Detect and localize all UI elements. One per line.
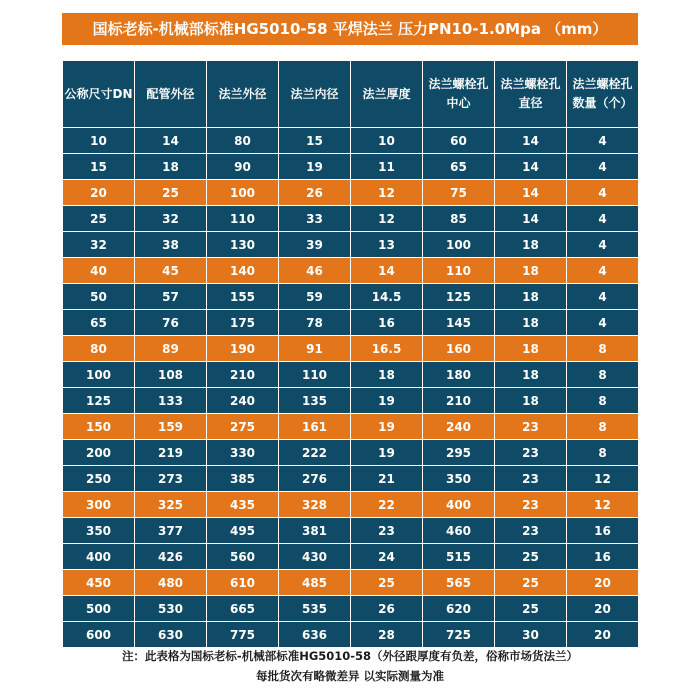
table-cell: 725: [423, 622, 495, 648]
table-cell: 400: [423, 492, 495, 518]
table-cell: 535: [279, 596, 351, 622]
table-cell: 23: [495, 492, 567, 518]
table-cell: 28: [351, 622, 423, 648]
table-cell: 8: [567, 336, 639, 362]
table-cell: 78: [279, 310, 351, 336]
table-cell: 15: [279, 128, 351, 154]
table-cell: 460: [423, 518, 495, 544]
table-cell: 23: [495, 414, 567, 440]
table-cell: 24: [351, 544, 423, 570]
table-cell: 4: [567, 284, 639, 310]
table-cell: 65: [423, 154, 495, 180]
table-cell: 175: [207, 310, 279, 336]
table-row: [63, 388, 639, 414]
table-body: [63, 128, 639, 648]
table-cell: 125: [63, 388, 135, 414]
table-cell: 273: [135, 466, 207, 492]
table-cell: 59: [279, 284, 351, 310]
table-cell: 23: [351, 518, 423, 544]
table-cell: 18: [495, 232, 567, 258]
table-cell: 19: [351, 440, 423, 466]
table-cell: 775: [207, 622, 279, 648]
table-row: [63, 570, 639, 596]
table-cell: 620: [423, 596, 495, 622]
table-header-row: [63, 61, 639, 128]
table-cell: 32: [135, 206, 207, 232]
table-cell: 23: [495, 466, 567, 492]
table-cell: 8: [567, 414, 639, 440]
header-pipe-od: 配管外径: [135, 61, 207, 128]
table-cell: 20: [567, 570, 639, 596]
table-row: [63, 232, 639, 258]
table-cell: 75: [423, 180, 495, 206]
footnote-line-2: 每批货次有略微差异 以实际测量为准: [255, 669, 444, 683]
table-cell: 33: [279, 206, 351, 232]
table-cell: 11: [351, 154, 423, 180]
header-flange-thickness: 法兰厚度: [351, 61, 423, 128]
table-cell: 16: [567, 518, 639, 544]
table-cell: 26: [279, 180, 351, 206]
table-cell: 222: [279, 440, 351, 466]
table-cell: 20: [567, 596, 639, 622]
table-cell: 80: [207, 128, 279, 154]
table-cell: 45: [135, 258, 207, 284]
table-cell: 133: [135, 388, 207, 414]
table-cell: 12: [351, 206, 423, 232]
table-cell: 381: [279, 518, 351, 544]
table-cell: 500: [63, 596, 135, 622]
table-cell: 480: [135, 570, 207, 596]
table-cell: 25: [63, 206, 135, 232]
table-cell: 515: [423, 544, 495, 570]
table-row: [63, 206, 639, 232]
table-cell: 14: [351, 258, 423, 284]
table-row: [63, 544, 639, 570]
table-row: [63, 492, 639, 518]
table-cell: 610: [207, 570, 279, 596]
table-cell: 4: [567, 310, 639, 336]
table-cell: 4: [567, 232, 639, 258]
table-cell: 60: [423, 128, 495, 154]
table-cell: 18: [495, 284, 567, 310]
table-cell: 38: [135, 232, 207, 258]
table-cell: 350: [423, 466, 495, 492]
table-cell: 300: [63, 492, 135, 518]
table-cell: 240: [423, 414, 495, 440]
header-nominal-size: 公称尺寸DN: [63, 61, 135, 128]
table-cell: 276: [279, 466, 351, 492]
table-cell: 159: [135, 414, 207, 440]
table-cell: 12: [567, 492, 639, 518]
table-cell: 20: [63, 180, 135, 206]
header-flange-od: 法兰外径: [207, 61, 279, 128]
table-cell: 100: [423, 232, 495, 258]
table-cell: 665: [207, 596, 279, 622]
table-cell: 19: [351, 414, 423, 440]
table-row: [63, 154, 639, 180]
table-cell: 4: [567, 128, 639, 154]
table-row: [63, 414, 639, 440]
table-cell: 10: [351, 128, 423, 154]
table-row: [63, 362, 639, 388]
table-cell: 400: [63, 544, 135, 570]
table-cell: 161: [279, 414, 351, 440]
table-cell: 65: [63, 310, 135, 336]
table-cell: 130: [207, 232, 279, 258]
table-cell: 636: [279, 622, 351, 648]
table-cell: 19: [279, 154, 351, 180]
table-cell: 150: [63, 414, 135, 440]
table-cell: 16.5: [351, 336, 423, 362]
table-cell: 25: [495, 544, 567, 570]
table-cell: 600: [63, 622, 135, 648]
table-cell: 377: [135, 518, 207, 544]
table-cell: 495: [207, 518, 279, 544]
table-cell: 14.5: [351, 284, 423, 310]
table-cell: 14: [495, 154, 567, 180]
table-cell: 435: [207, 492, 279, 518]
table-cell: 110: [207, 206, 279, 232]
table-cell: 4: [567, 206, 639, 232]
table-row: [63, 284, 639, 310]
table-cell: 4: [567, 258, 639, 284]
table-cell: 14: [495, 180, 567, 206]
table-cell: 565: [423, 570, 495, 596]
table-cell: 145: [423, 310, 495, 336]
table-cell: 630: [135, 622, 207, 648]
table-cell: 385: [207, 466, 279, 492]
table-row: [63, 336, 639, 362]
table-cell: 89: [135, 336, 207, 362]
table-row: [63, 518, 639, 544]
table-cell: 8: [567, 388, 639, 414]
table-cell: 155: [207, 284, 279, 310]
table-cell: 16: [351, 310, 423, 336]
table-cell: 8: [567, 440, 639, 466]
table-cell: 22: [351, 492, 423, 518]
table-cell: 140: [207, 258, 279, 284]
table-cell: 25: [495, 570, 567, 596]
table-cell: 30: [495, 622, 567, 648]
table-cell: 250: [63, 466, 135, 492]
header-flange-id: 法兰内径: [279, 61, 351, 128]
table-cell: 91: [279, 336, 351, 362]
table-cell: 14: [495, 128, 567, 154]
table-cell: 200: [63, 440, 135, 466]
table-cell: 76: [135, 310, 207, 336]
table-cell: 25: [495, 596, 567, 622]
table-cell: 125: [423, 284, 495, 310]
table-cell: 100: [63, 362, 135, 388]
table-cell: 8: [567, 362, 639, 388]
table-cell: 426: [135, 544, 207, 570]
table-cell: 330: [207, 440, 279, 466]
header-bolt-hole-count: 法兰螺栓孔数量（个）: [567, 61, 639, 128]
table-cell: 32: [63, 232, 135, 258]
table-cell: 80: [63, 336, 135, 362]
page-title: 国标老标-机械部标准HG5010-58 平焊法兰 压力PN10-1.0Mpa （mm）: [62, 13, 638, 45]
table-cell: 560: [207, 544, 279, 570]
table-cell: 110: [279, 362, 351, 388]
table-cell: 18: [495, 362, 567, 388]
table-cell: 240: [207, 388, 279, 414]
table-row: [63, 596, 639, 622]
table-cell: 450: [63, 570, 135, 596]
table-cell: 325: [135, 492, 207, 518]
table-cell: 39: [279, 232, 351, 258]
table-cell: 4: [567, 180, 639, 206]
table-cell: 90: [207, 154, 279, 180]
table-cell: 16: [567, 544, 639, 570]
table-cell: 46: [279, 258, 351, 284]
table-cell: 85: [423, 206, 495, 232]
table-cell: 12: [567, 466, 639, 492]
table-cell: 4: [567, 154, 639, 180]
table-cell: 20: [567, 622, 639, 648]
table-cell: 350: [63, 518, 135, 544]
table-cell: 14: [495, 206, 567, 232]
header-bolt-hole-diameter: 法兰螺栓孔直径: [495, 61, 567, 128]
table-cell: 110: [423, 258, 495, 284]
table-cell: 180: [423, 362, 495, 388]
table-cell: 23: [495, 440, 567, 466]
table-cell: 100: [207, 180, 279, 206]
footnote: [62, 646, 638, 690]
table-cell: 485: [279, 570, 351, 596]
table-row: [63, 128, 639, 154]
table-cell: 15: [63, 154, 135, 180]
table-cell: 12: [351, 180, 423, 206]
table-cell: 14: [135, 128, 207, 154]
table-cell: 530: [135, 596, 207, 622]
flange-spec-sheet: [62, 60, 638, 690]
table-cell: 18: [495, 258, 567, 284]
table-cell: 210: [423, 388, 495, 414]
table-cell: 50: [63, 284, 135, 310]
table-cell: 19: [351, 388, 423, 414]
table-row: [63, 310, 639, 336]
table-row: [63, 440, 639, 466]
table-cell: 219: [135, 440, 207, 466]
table-row: [63, 622, 639, 648]
table-cell: 25: [135, 180, 207, 206]
flange-spec-table: [62, 60, 639, 648]
table-cell: 160: [423, 336, 495, 362]
table-row: [63, 180, 639, 206]
table-cell: 21: [351, 466, 423, 492]
table-cell: 23: [495, 518, 567, 544]
table-cell: 13: [351, 232, 423, 258]
table-row: [63, 466, 639, 492]
table-cell: 275: [207, 414, 279, 440]
table-cell: 295: [423, 440, 495, 466]
table-cell: 25: [351, 570, 423, 596]
table-cell: 328: [279, 492, 351, 518]
header-bolt-circle: 法兰螺栓孔中心: [423, 61, 495, 128]
footnote-line-1: 注：此表格为国标老标-机械部标准HG5010-58（外径跟厚度有负差，俗称市场货法兰）: [121, 649, 579, 663]
table-cell: 18: [495, 388, 567, 414]
table-cell: 18: [495, 310, 567, 336]
table-cell: 430: [279, 544, 351, 570]
table-cell: 40: [63, 258, 135, 284]
table-cell: 10: [63, 128, 135, 154]
table-cell: 57: [135, 284, 207, 310]
table-cell: 135: [279, 388, 351, 414]
table-cell: 210: [207, 362, 279, 388]
table-cell: 18: [351, 362, 423, 388]
table-cell: 18: [495, 336, 567, 362]
table-cell: 18: [135, 154, 207, 180]
table-cell: 190: [207, 336, 279, 362]
table-cell: 26: [351, 596, 423, 622]
table-row: [63, 258, 639, 284]
table-cell: 108: [135, 362, 207, 388]
